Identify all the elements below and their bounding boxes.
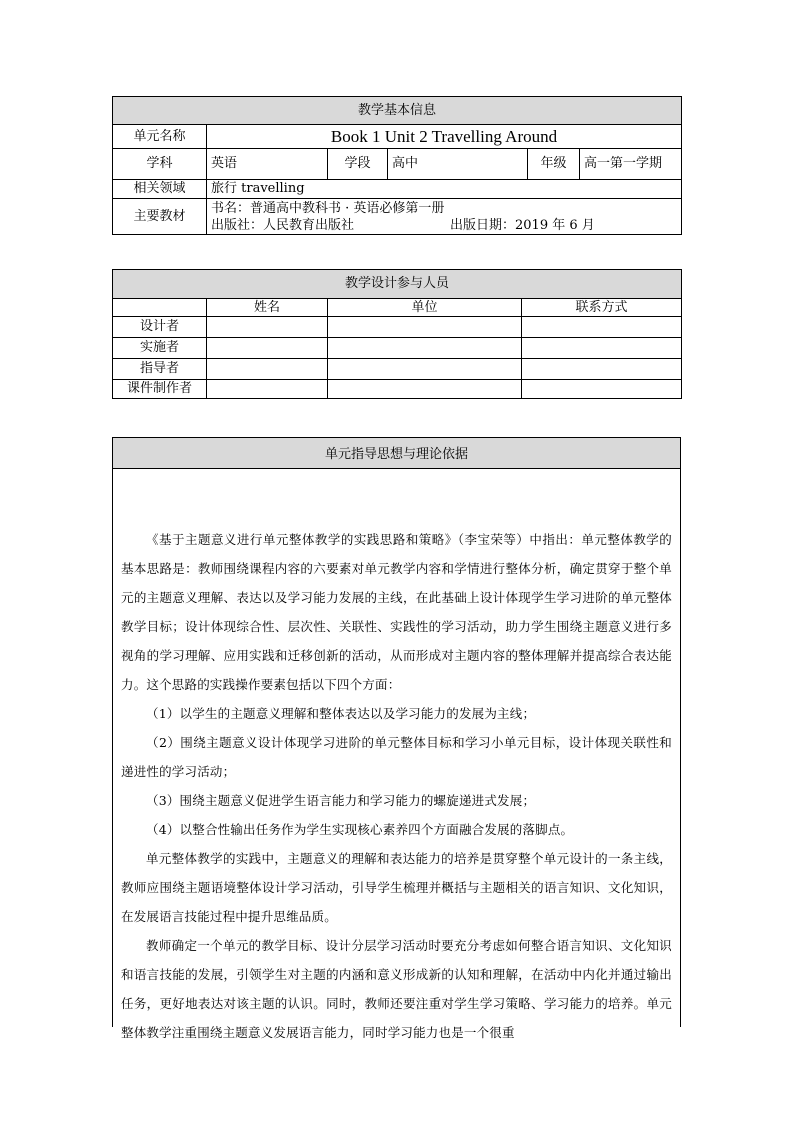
- stage-label: 学段: [328, 149, 388, 180]
- name-cell: [207, 359, 328, 380]
- col-contact-header: 联系方式: [522, 299, 682, 317]
- unit-name-value: Book 1 Unit 2 Travelling Around: [207, 125, 682, 149]
- unit-cell: [328, 338, 522, 359]
- name-cell: [207, 380, 328, 399]
- unit-cell: [328, 380, 522, 399]
- role-implementer: 实施者: [113, 338, 207, 359]
- name-cell: [207, 317, 328, 338]
- basic-info-table: [112, 96, 682, 235]
- subject-value: 英语: [207, 149, 328, 180]
- materials-value: [207, 199, 682, 235]
- grade-value: 高一第一学期: [580, 149, 682, 180]
- role-advisor: 指导者: [113, 359, 207, 380]
- stage-value: 高中: [388, 149, 528, 180]
- unit-name-label: 单元名称: [113, 125, 207, 149]
- basic-info-header: 教学基本信息: [113, 97, 682, 125]
- contact-cell: [522, 338, 682, 359]
- subject-label: 学科: [113, 149, 207, 180]
- col-unit-header: 单位: [328, 299, 522, 317]
- field-label: 相关领域: [113, 180, 207, 199]
- guidance-paragraph: 教师确定一个单元的教学目标、设计分层学习活动时要充分考虑如何整合语言知识、文化知识和语言技能的发展，引领学生对主题的内涵和意义形成新的认知和理解，在活动中内化并通过输出任务，更好地表达对该主题的认识。同时，教师还要注重对学生学习策略、学习能力的培养。单元整体教学注重围绕主题意义发展语言能力，同时学习能力也是一个很重: [121, 938, 672, 1040]
- materials-label: 主要教材: [113, 199, 207, 235]
- publisher-line: [211, 217, 677, 234]
- grade-label: 年级: [528, 149, 580, 180]
- publish-date: 出版日期：2019 年 6 月: [450, 217, 595, 233]
- publisher: 出版社：人民教育出版社: [211, 217, 355, 233]
- guidance-item-4: （4）以整合性输出任务作为学生实现核心素养四个方面融合发展的落脚点。: [146, 822, 574, 837]
- unit-cell: [328, 359, 522, 380]
- guidance-body: [113, 469, 680, 1047]
- guidance-item-2: （2）围绕主题意义设计体现学习进阶的单元整体目标和学习小单元目标，设计体现关联性和递进性的学习活动；: [121, 735, 672, 779]
- field-value: 旅行 travelling: [207, 180, 682, 199]
- col-name-header: 姓名: [207, 299, 328, 317]
- participants-table: [112, 269, 682, 399]
- guidance-paragraph: 《基于主题意义进行单元整体教学的实践思路和策略》（李宝荣等）中指出：单元整体教学的基本思路是：教师围绕课程内容的六要素对单元教学内容和学情进行整体分析，确定贯穿于整个单元的主题意义理解、表达以及学习能力发展的主线，在此基础上设计体现学生学习进阶的单元整体教学目标；设计体现综合性、层次性、关联性、实践性的学习活动，助力学生围绕主题意义进行多视角的学习理解、应用实践和迁移创新的活动，从而形成对主题内容的整体理解并提高综合表达能力。这个思路的实践操作要素包括以下四个方面：: [121, 532, 672, 692]
- guidance-item-1: （1）以学生的主题意义理解和整体表达以及学习能力的发展为主线；: [146, 706, 536, 721]
- participants-header: 教学设计参与人员: [113, 270, 682, 299]
- guidance-paragraph: 单元整体教学的实践中，主题意义的理解和表达能力的培养是贯穿整个单元设计的一条主线，教师应围绕主题语境整体设计学习活动，引导学生梳理并概括与主题相关的语言知识、文化知识，在发展语言技能过程中提升思维品质。: [121, 851, 672, 924]
- name-cell: [207, 338, 328, 359]
- book-title: 书名：普通高中教科书 · 英语必修第一册: [211, 200, 445, 216]
- role-courseware-maker: 课件制作者: [113, 380, 207, 399]
- contact-cell: [522, 380, 682, 399]
- contact-cell: [522, 317, 682, 338]
- role-designer: 设计者: [113, 317, 207, 338]
- contact-cell: [522, 359, 682, 380]
- header-blank: [113, 299, 207, 317]
- guidance-header: 单元指导思想与理论依据: [113, 438, 680, 469]
- guidance-section: [112, 437, 681, 1040]
- guidance-item-3: （3）围绕主题意义促进学生语言能力和学习能力的螺旋递进式发展；: [146, 793, 536, 808]
- unit-cell: [328, 317, 522, 338]
